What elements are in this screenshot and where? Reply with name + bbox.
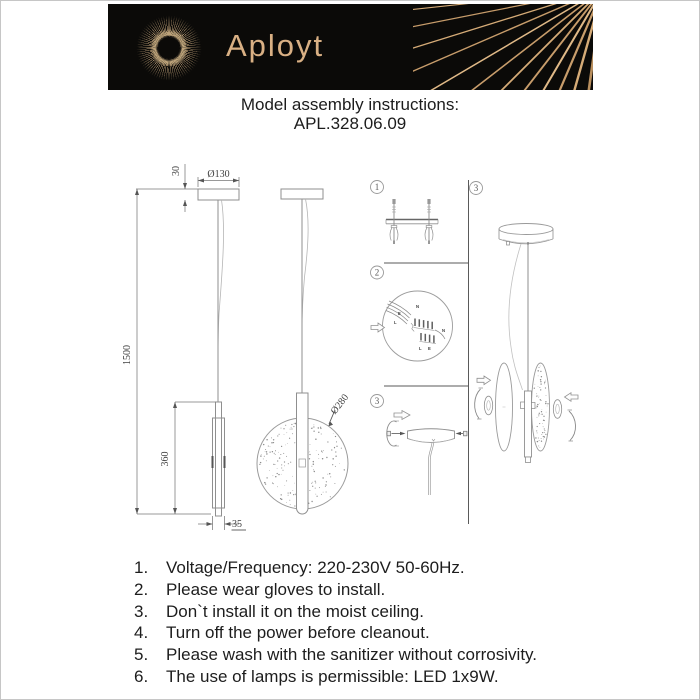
brand-logo-text: Aployt xyxy=(226,28,325,63)
assembled-view-badge: 3 xyxy=(473,183,479,194)
list-item xyxy=(134,601,537,623)
list-item-number: 2. xyxy=(134,579,149,599)
step-3-diagram xyxy=(387,411,467,496)
wire-label: N xyxy=(442,328,446,333)
wire-label: L xyxy=(394,320,397,325)
wire-label: L xyxy=(419,346,422,351)
list-item-text: Don`t install it on the moist ceiling. xyxy=(166,601,424,621)
list-item-number: 4. xyxy=(134,623,149,643)
step-badges xyxy=(371,181,483,408)
list-item-text: Turn off the power before cleanout. xyxy=(166,623,430,643)
dimension-lines xyxy=(137,164,246,530)
list-item-text: Voltage/Frequency: 220-230V 50-60Hz. xyxy=(166,558,465,577)
panel-dividers xyxy=(384,180,469,524)
wire-label: E xyxy=(398,311,401,316)
wire-label: N xyxy=(416,304,420,309)
list-item-number: 5. xyxy=(134,645,149,665)
step-2-diagram xyxy=(371,291,453,361)
list-item-number: 6. xyxy=(134,666,149,686)
list-item-text: The use of lamps is permissible: LED 1x9W. xyxy=(166,666,499,686)
side-view-drawing xyxy=(136,189,239,516)
decorative-rays-icon xyxy=(413,4,593,90)
sunburst-logo-icon xyxy=(136,15,202,81)
step-1-badge: 1 xyxy=(374,182,380,193)
assembled-view-drawing xyxy=(475,224,578,463)
list-item-number: 1. xyxy=(134,558,149,577)
direction-arrow-icon xyxy=(394,411,410,420)
dim-disc-diameter: Ø280 xyxy=(328,392,352,417)
step-2-badge: 2 xyxy=(374,267,380,278)
list-item-text: Please wear gloves to install. xyxy=(166,579,386,599)
step-1-diagram xyxy=(386,199,438,244)
front-view-drawing xyxy=(257,189,348,514)
step-3-badge: 3 xyxy=(374,396,380,407)
technical-drawing xyxy=(99,149,599,549)
list-item-number: 3. xyxy=(134,601,149,621)
dim-lamp-width: 35 xyxy=(232,519,242,530)
dim-total-height: 1500 xyxy=(122,345,133,365)
list-item xyxy=(134,622,537,644)
model-number: APL.328.06.09 xyxy=(293,114,407,133)
list-item-text: Please wash with the sanitizer without corrosivity. xyxy=(166,645,538,665)
page-title: Model assembly instructions: xyxy=(240,95,460,114)
direction-arrow-icon xyxy=(477,376,491,385)
list-item xyxy=(134,666,537,688)
list-item xyxy=(134,579,537,601)
wire-label: E xyxy=(428,346,431,351)
direction-arrow-icon xyxy=(565,393,579,402)
instructions-list xyxy=(134,557,537,688)
dim-canopy-diameter: Ø130 xyxy=(207,169,230,180)
dim-canopy-thickness: 30 xyxy=(171,166,182,176)
list-item xyxy=(134,557,537,579)
dim-lamp-height: 360 xyxy=(160,451,171,467)
list-item xyxy=(134,644,537,666)
brand-banner xyxy=(108,4,593,90)
